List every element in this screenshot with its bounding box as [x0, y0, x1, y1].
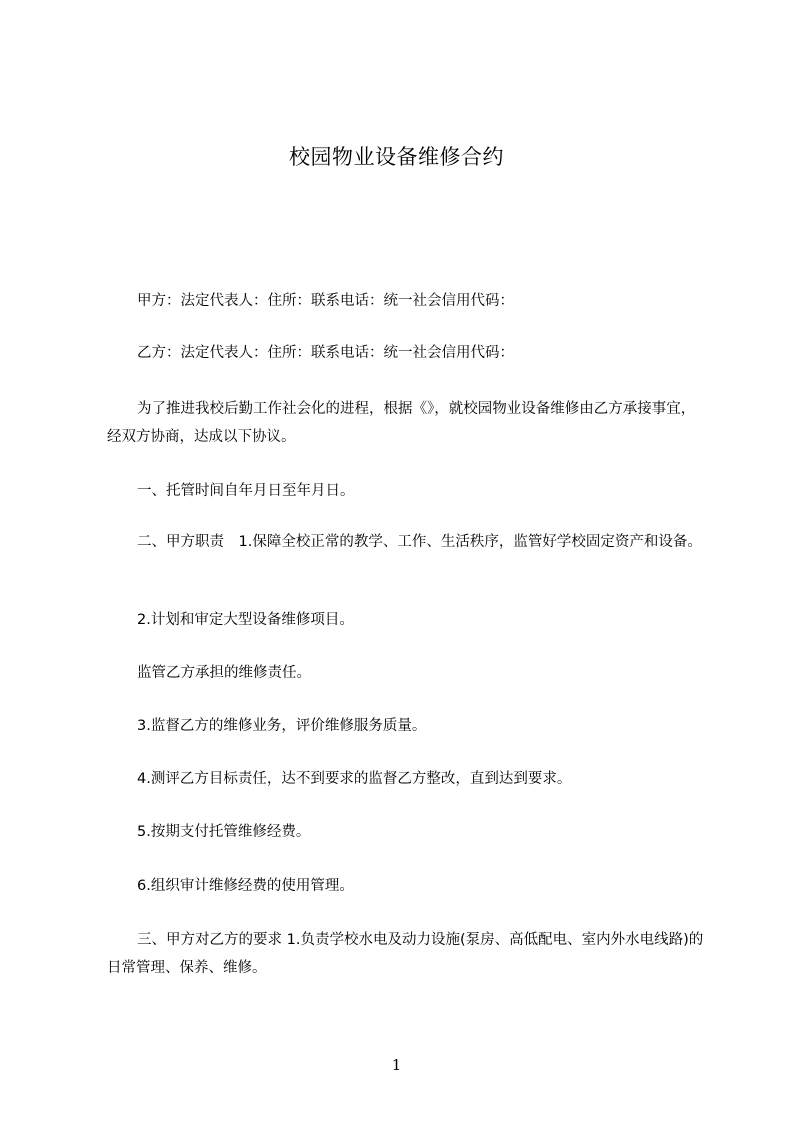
preamble-paragraph: 为了推进我校后勤工作社会化的进程，根据《》，就校园物业设备维修由乙方承接事宜，经双方协商，达成以下协议。	[107, 401, 696, 445]
party-a-info: 甲方：法定代表人：住所：联系电话：统一社会信用代码：	[137, 293, 514, 309]
duty-item-3: 3.监督乙方的维修业务，评价维修服务质量。	[137, 718, 427, 734]
duty-item-2: 2.计划和审定大型设备维修项目。	[137, 612, 354, 628]
document-title: 校园物业设备维修合约	[289, 145, 504, 169]
section-3-requirements: 三、甲方对乙方的要求 1.负责学校水电及动力设施(泵房、高低配电、室内外水电线路)的日常管理、保养、维修。	[107, 932, 704, 976]
duty-item-5: 5.按期支付托管维修经费。	[137, 824, 311, 840]
duty-supervise-liability: 监管乙方承担的维修责任。	[137, 665, 311, 681]
duty-item-4: 4.测评乙方目标责任，达不到要求的监督乙方整改，直到达到要求。	[137, 771, 572, 787]
duty-item-6: 6.组织审计维修经费的使用管理。	[137, 878, 354, 894]
section-2-party-a-duties: 二、甲方职责 1.保障全校正常的教学、工作、生活秩序，监管好学校固定资产和设备。	[137, 534, 702, 550]
party-b-info: 乙方：法定代表人：住所：联系电话：统一社会信用代码：	[137, 345, 514, 361]
page-number: 1	[391, 1056, 402, 1074]
section-1-term: 一、托管时间自年月日至年月日。	[137, 483, 355, 499]
